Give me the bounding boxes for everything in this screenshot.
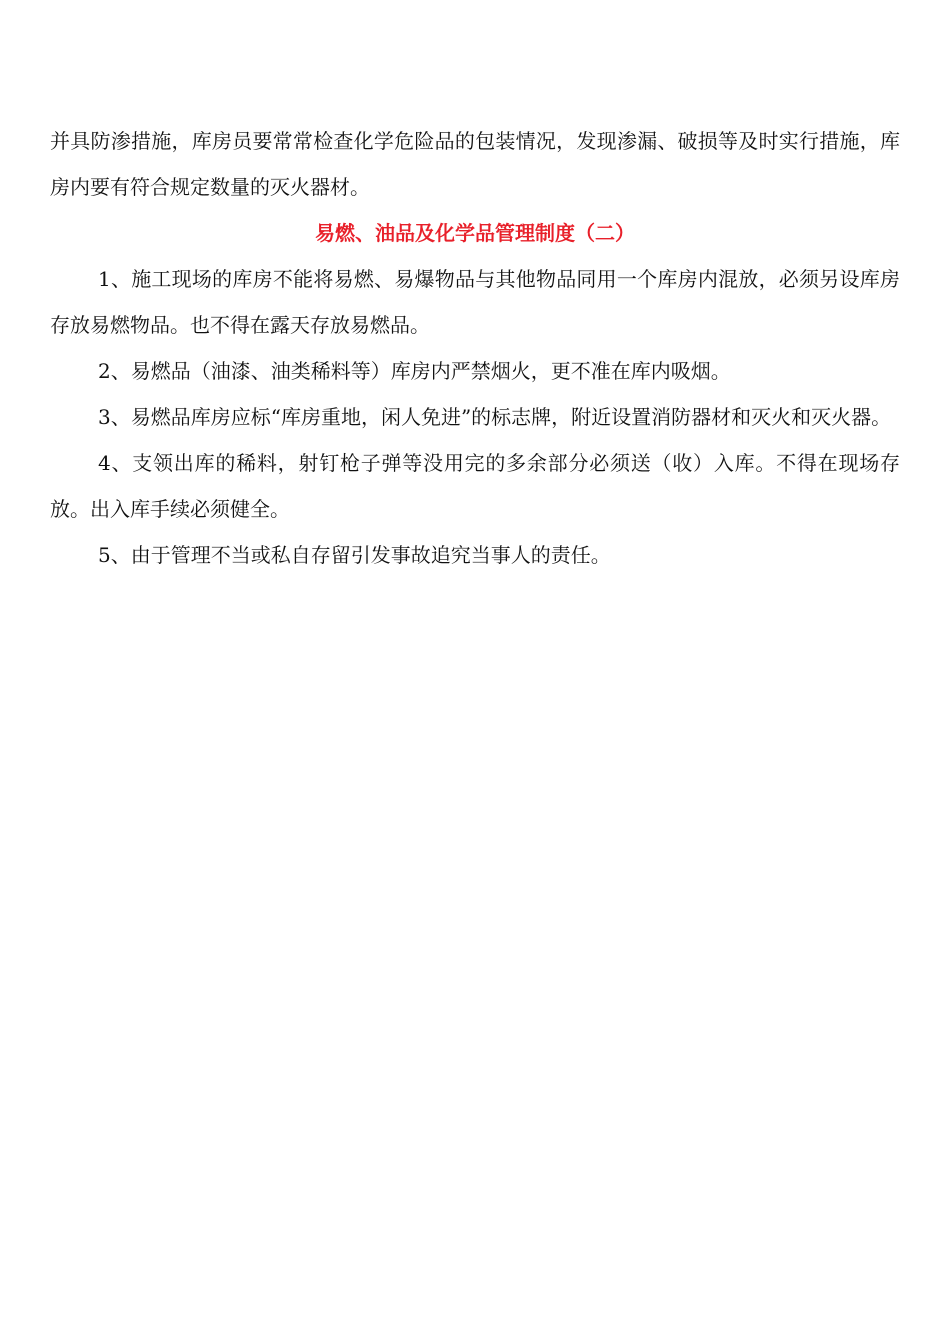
continuation-paragraph: 并具防渗措施，库房员要常常检查化学危险品的包装情况，发现渗漏、破损等及时实行措施，库房内要有符合规定数量的灭火器材。: [50, 129, 900, 199]
document-page: [50, 118, 900, 578]
rule-item-2: 2、易燃品（油漆、油类稀料等）库房内严禁烟火，更不准在库内吸烟。: [98, 359, 731, 383]
rule-item-1: 1、施工现场的库房不能将易燃、易爆物品与其他物品同用一个库房内混放，必须另设库房存放易燃物品。也不得在露天存放易燃品。: [50, 267, 900, 337]
rule-item-5: 5、由于管理不当或私自存留引发事故追究当事人的责任。: [98, 543, 611, 567]
section-heading: 易燃、油品及化学品管理制度（二）: [315, 221, 635, 245]
rule-item-4: 4、支领出库的稀料，射钉枪子弹等没用完的多余部分必须送（收）入库。不得在现场存放。出入库手续必须健全。: [50, 451, 900, 521]
rule-item-3: 3、易燃品库房应标“库房重地，闲人免进”的标志牌，附近设置消防器材和灭火和灭火器。: [98, 405, 892, 429]
